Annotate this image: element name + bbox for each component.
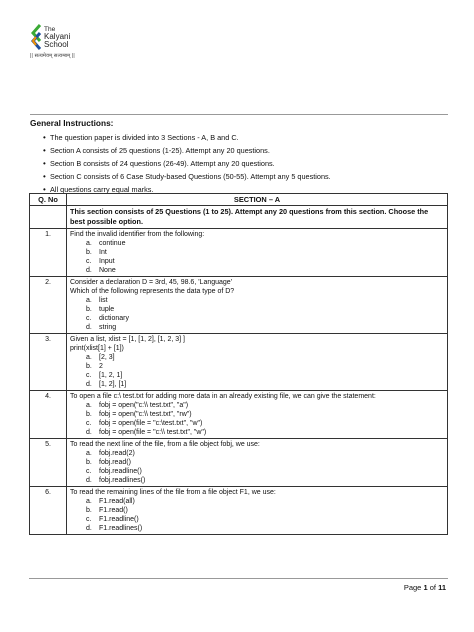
question-text: Consider a declaration D = 3rd, 45, 98.6, 'Language' bbox=[70, 279, 233, 286]
option-letter: b. bbox=[86, 306, 92, 313]
question-text: Find the invalid identifier from the following: bbox=[70, 231, 205, 238]
answer-option bbox=[70, 449, 444, 458]
answer-option bbox=[70, 239, 444, 248]
option-letter: d. bbox=[86, 477, 92, 484]
instruction-item: • Section B consists of 24 questions (26-49). Attempt any 20 questions. bbox=[50, 157, 448, 170]
answer-option bbox=[70, 314, 444, 323]
intro-empty-cell bbox=[30, 206, 67, 229]
question-content bbox=[67, 334, 448, 391]
question-row bbox=[30, 439, 448, 487]
answer-option bbox=[70, 524, 444, 533]
question-text: print(xlist[1] + [1]) bbox=[70, 345, 124, 352]
answer-option bbox=[70, 515, 444, 524]
logo-line-2: Kalyani bbox=[44, 32, 71, 41]
option-letter: c. bbox=[86, 372, 92, 379]
question-table bbox=[29, 193, 448, 535]
question-text: To open a file c:\ test.txt for adding more data in an already existing file, we can give the statement: bbox=[70, 393, 376, 400]
table-header-row bbox=[30, 194, 448, 206]
question-content bbox=[67, 439, 448, 487]
page-label: Page bbox=[403, 583, 422, 592]
question-row bbox=[30, 487, 448, 535]
option-text: tuple bbox=[99, 306, 115, 313]
option-text: string bbox=[99, 324, 117, 331]
option-letter: b. bbox=[86, 249, 92, 256]
option-letter: c. bbox=[86, 468, 92, 475]
instructions-list bbox=[30, 131, 448, 196]
header-divider bbox=[30, 114, 448, 115]
option-text: F1.read() bbox=[99, 507, 128, 514]
question-number: 5. bbox=[30, 439, 67, 487]
option-letter: d. bbox=[86, 267, 92, 274]
option-letter: d. bbox=[86, 324, 92, 331]
option-text: list bbox=[99, 297, 108, 304]
logo-line-1: The bbox=[44, 26, 56, 33]
answer-option bbox=[70, 248, 444, 257]
question-row bbox=[30, 277, 448, 334]
section-intro-row bbox=[30, 206, 448, 229]
option-text: Int bbox=[99, 249, 107, 256]
answer-option bbox=[70, 467, 444, 476]
option-letter: a. bbox=[86, 354, 92, 361]
logo-text bbox=[44, 26, 70, 49]
option-letter: a. bbox=[86, 450, 92, 457]
option-letter: c. bbox=[86, 258, 92, 265]
current-page: 1 bbox=[423, 583, 428, 592]
option-text: dictionary bbox=[99, 315, 129, 322]
instruction-item: • Section A consists of 25 questions (1-25). Attempt any 20 questions. bbox=[50, 144, 448, 157]
question-number: 6. bbox=[30, 487, 67, 535]
logo-line-3: School bbox=[44, 40, 69, 49]
option-letter: d. bbox=[86, 525, 92, 532]
answer-option bbox=[70, 506, 444, 515]
option-text: fobj.readline() bbox=[99, 468, 142, 475]
page-number bbox=[404, 583, 446, 592]
question-text: To read the next line of the file, from a file object fobj, we use: bbox=[70, 441, 260, 448]
instruction-item: • All questions carry equal marks. bbox=[50, 183, 448, 196]
answer-option bbox=[70, 323, 444, 332]
footer-divider bbox=[29, 578, 448, 579]
option-text: None bbox=[99, 267, 116, 274]
question-number: 3. bbox=[30, 334, 67, 391]
option-text: [2, 3] bbox=[99, 354, 115, 361]
option-text: 2 bbox=[99, 363, 103, 370]
answer-option bbox=[70, 353, 444, 362]
option-letter: a. bbox=[86, 402, 92, 409]
answer-option bbox=[70, 296, 444, 305]
answer-option bbox=[70, 371, 444, 380]
answer-option bbox=[70, 476, 444, 485]
option-text: continue bbox=[99, 240, 126, 247]
option-text: Input bbox=[99, 258, 115, 265]
option-letter: c. bbox=[86, 516, 92, 523]
option-letter: a. bbox=[86, 498, 92, 505]
school-motto: || सत्यमेवम् सत्यम्बम् || bbox=[30, 53, 75, 59]
question-row bbox=[30, 334, 448, 391]
option-letter: a. bbox=[86, 297, 92, 304]
section-header: SECTION – A bbox=[67, 194, 448, 206]
instruction-item: • The question paper is divided into 3 Sections - A, B and C. bbox=[50, 131, 448, 144]
logo-chevron-icon bbox=[30, 24, 42, 50]
option-text: F1.read(all) bbox=[99, 498, 135, 505]
option-letter: b. bbox=[86, 507, 92, 514]
question-row bbox=[30, 229, 448, 277]
question-content bbox=[67, 277, 448, 334]
option-letter: c. bbox=[86, 420, 92, 427]
school-logo bbox=[30, 24, 71, 50]
answer-option bbox=[70, 266, 444, 275]
answer-option bbox=[70, 362, 444, 371]
answer-option bbox=[70, 419, 444, 428]
option-text: F1.readline() bbox=[99, 516, 139, 523]
question-number: 1. bbox=[30, 229, 67, 277]
option-text: fobj = open("c:\\ test.txt", "rw") bbox=[99, 411, 192, 418]
answer-option bbox=[70, 497, 444, 506]
qno-header: Q. No bbox=[30, 194, 67, 206]
answer-option bbox=[70, 428, 444, 437]
option-text: fobj.readlines() bbox=[99, 477, 146, 484]
question-row bbox=[30, 391, 448, 439]
option-text: fobj = open(file = "c:\\ test.txt", "w") bbox=[99, 429, 207, 436]
question-number: 2. bbox=[30, 277, 67, 334]
answer-option bbox=[70, 401, 444, 410]
option-text: [1, 2], [1] bbox=[99, 381, 127, 388]
option-text: fobj = open("c:\\ test.txt", "a") bbox=[99, 402, 189, 409]
option-text: fobj.read(2) bbox=[99, 450, 135, 457]
question-content bbox=[67, 487, 448, 535]
option-text: fobj = open(file = "c:\test.txt", "w") bbox=[99, 420, 203, 427]
answer-option bbox=[70, 257, 444, 266]
section-intro: This section consists of 25 Questions (1 to 25). Attempt any 20 questions from this section. Choose the best possible option. bbox=[67, 206, 448, 229]
option-letter: b. bbox=[86, 411, 92, 418]
question-text: To read the remaining lines of the file from a file object F1, we use: bbox=[70, 489, 276, 496]
answer-option bbox=[70, 410, 444, 419]
answer-option bbox=[70, 458, 444, 467]
question-text: Given a list, xlist = [1, [1, 2], [1, 2, 3] ] bbox=[70, 336, 185, 343]
instructions-title: General Instructions: bbox=[30, 118, 114, 128]
option-letter: b. bbox=[86, 363, 92, 370]
answer-option bbox=[70, 305, 444, 314]
of-label: of bbox=[429, 583, 436, 592]
question-content bbox=[67, 391, 448, 439]
option-letter: d. bbox=[86, 381, 92, 388]
question-content bbox=[67, 229, 448, 277]
option-letter: d. bbox=[86, 429, 92, 436]
instruction-item: • Section C consists of 6 Case Study-based Questions (50-55). Attempt any 5 questions. bbox=[50, 170, 448, 183]
option-text: fobj.read() bbox=[99, 459, 131, 466]
option-letter: c. bbox=[86, 315, 92, 322]
general-instructions bbox=[30, 118, 448, 196]
answer-option bbox=[70, 380, 444, 389]
question-number: 4. bbox=[30, 391, 67, 439]
option-text: F1.readlines() bbox=[99, 525, 143, 532]
option-letter: b. bbox=[86, 459, 92, 466]
total-pages: 11 bbox=[438, 583, 446, 592]
option-text: [1, 2, 1] bbox=[99, 372, 123, 379]
option-letter: a. bbox=[86, 240, 92, 247]
question-text: Which of the following represents the data type of D? bbox=[70, 288, 235, 295]
